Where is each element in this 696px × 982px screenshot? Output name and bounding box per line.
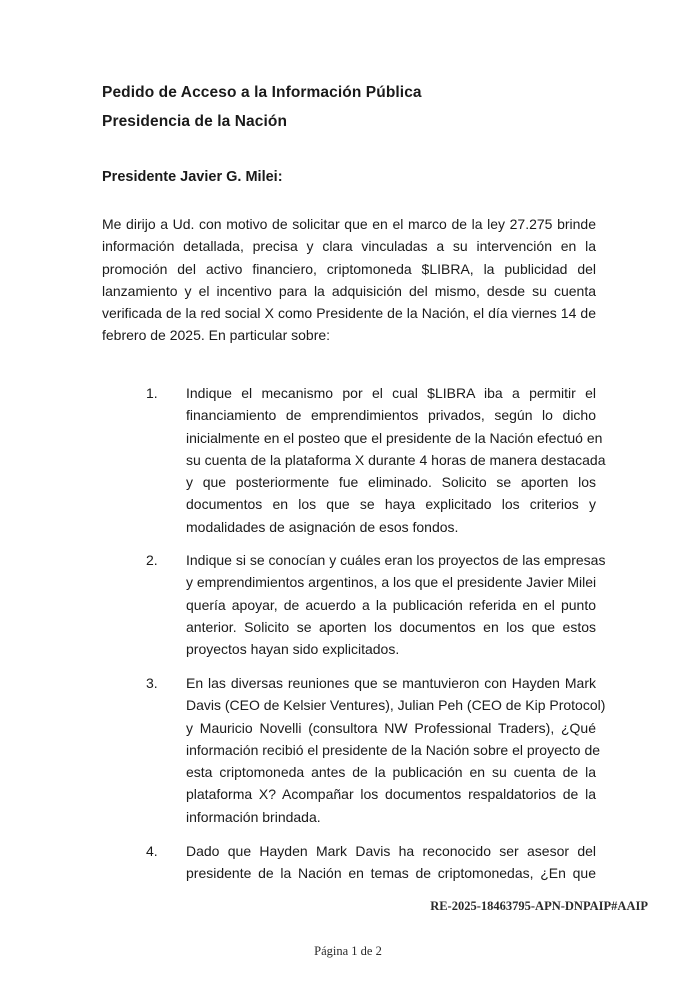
item-line: y emprendimientos argentinos, a los que el presidente Javier Milei	[186, 574, 597, 591]
item-text	[186, 549, 606, 660]
item-line: financiamiento de emprendimientos privados, según lo dicho	[186, 407, 596, 424]
item-line: inicialmente en el posteo que el presidente de la Nación efectuó en	[186, 429, 603, 446]
intro-paragraph	[102, 213, 596, 347]
item-text	[186, 840, 596, 885]
item-line: y que posteriormente fue eliminado. Solicito se aporten los	[186, 474, 596, 491]
item-line: Indique si se conocían y cuáles eran los proyectos de las empresas	[186, 552, 606, 568]
item-number: 3.	[146, 675, 158, 691]
document-subtitle: Presidencia de la Nación	[102, 113, 288, 130]
intro-line: Me dirijo a Ud. con motivo de solicitar que en el marco de la ley 27.275 brinde	[102, 216, 596, 232]
item-line: y Mauricio Novelli (consultora NW Professional Traders), ¿Qué	[186, 719, 596, 736]
item-line: Indique el mecanismo por el cual $LIBRA iba a permitir el	[186, 385, 596, 401]
item-text	[186, 382, 606, 538]
item-line: Davis (CEO de Kelsier Ventures), Julian Peh (CEO de Kip Protocol)	[186, 697, 606, 714]
document-reference: RE-2025-18463795-APN-DNPAIP#AAIP	[430, 899, 648, 913]
item-line: quería apoyar, de acuerdo a la publicación referida en el punto	[186, 596, 596, 613]
intro-line: verificada de la red social X como Presidente de la Nación, el día viernes 14 de	[102, 305, 596, 322]
item-text	[186, 672, 606, 828]
intro-line: información detallada, precisa y clara vinculadas a su intervención en la	[102, 238, 596, 255]
item-line: En las diversas reuniones que se mantuvieron con Hayden Mark	[186, 675, 596, 691]
intro-line: febrero de 2025. En particular sobre:	[102, 327, 331, 344]
addressee: Presidente Javier G. Milei:	[102, 169, 283, 185]
item-line: modalidades de asignación de esos fondos.	[186, 518, 459, 535]
intro-line: lanzamiento y el incentivo para la adquisición del mismo, desde su cuenta	[102, 282, 596, 299]
item-line: proyectos hayan sido explicitados.	[186, 641, 400, 658]
item-line: presidente de la Nación en temas de criptomonedas, ¿En que	[186, 865, 596, 882]
item-line: información recibió el presidente de la Nación sobre el proyecto de	[186, 741, 601, 758]
item-line: anterior. Solicito se aporten los documentos en los que estos	[186, 618, 596, 635]
item-line: esta criptomoneda antes de la publicación en su cuenta de la	[186, 764, 596, 781]
item-number: 2.	[146, 552, 158, 568]
item-number: 4.	[146, 843, 158, 859]
item-number: 1.	[146, 385, 158, 401]
item-line: su cuenta de la plataforma X durante 4 horas de manera destacada	[186, 451, 606, 468]
document-title: Pedido de Acceso a la Información Pública	[102, 84, 422, 101]
item-line: plataforma X? Acompañar los documentos respaldatorios de la	[186, 786, 596, 803]
item-line: Dado que Hayden Mark Davis ha reconocido ser asesor del	[186, 843, 596, 859]
intro-line: promoción del activo financiero, criptomoneda $LIBRA, la publicidad del	[102, 260, 596, 277]
item-line: documentos en los que se haya explicitado los criterios y	[186, 496, 596, 513]
page-number: Página 1 de 2	[314, 944, 382, 958]
item-line: información brindada.	[186, 808, 321, 825]
